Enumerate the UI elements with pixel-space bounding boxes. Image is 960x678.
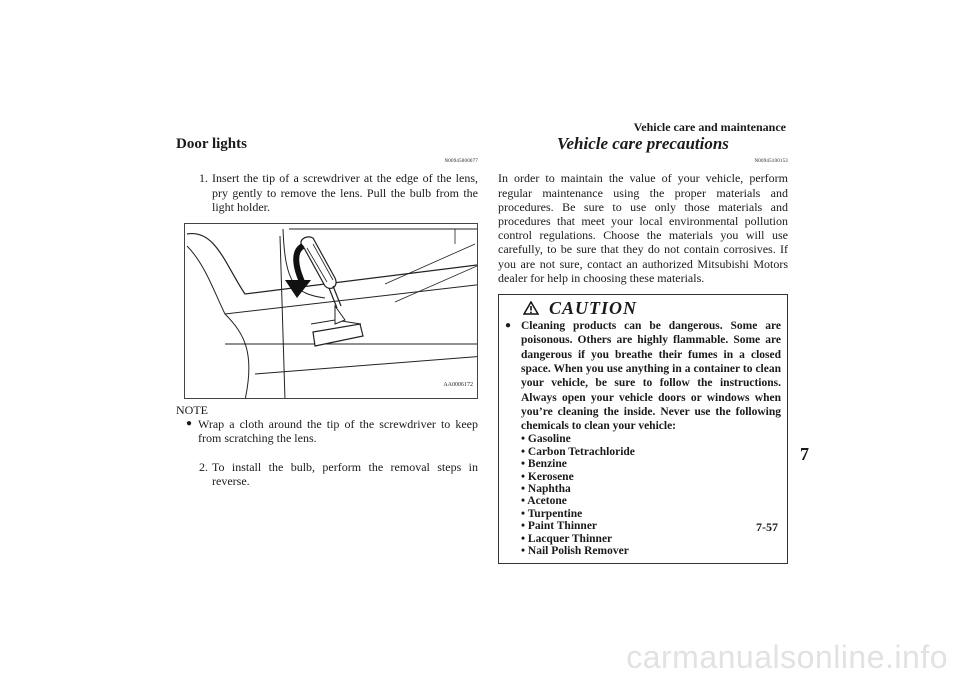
step-number: 1. bbox=[199, 171, 208, 186]
note-text: Wrap a cloth around the tip of the screwdriver to keep from scratching the lens. bbox=[198, 417, 478, 446]
note-bullet bbox=[176, 417, 478, 445]
screwdriver-lens-drawing bbox=[185, 224, 478, 399]
reference-code: N00945000077 bbox=[444, 159, 478, 165]
figure-label: AA0006172 bbox=[443, 381, 473, 388]
step-2 bbox=[176, 460, 478, 488]
page-number: 7-57 bbox=[756, 520, 778, 534]
list-item: • Naphtha bbox=[521, 483, 571, 496]
chemical-list bbox=[505, 433, 781, 557]
step-number: 2. bbox=[199, 459, 208, 474]
list-item: • Gasoline bbox=[521, 433, 571, 446]
warning-triangle-icon bbox=[523, 301, 539, 315]
bullet-icon: ● bbox=[186, 418, 193, 430]
running-header: Vehicle care and maintenance bbox=[633, 120, 786, 134]
bullet-icon: ● bbox=[505, 320, 512, 332]
caution-box bbox=[498, 294, 788, 564]
section-title-door-lights: Door lights bbox=[176, 136, 247, 152]
body-paragraph: In order to maintain the value of your vehicle, perform regular maintenance using the proper materials and procedures. Be sure to use only those materials and procedures that meet your local environmental pollution control regulations. Choose the materials you will use carefully, to be sure that they do not contain corrosives. If you are not sure, contact an authorized Mitsubishi Motors dealer for help in choosing these materials. bbox=[498, 171, 788, 285]
list-item: • Acetone bbox=[521, 495, 567, 508]
caution-title: CAUTION bbox=[549, 297, 638, 318]
reference-code: N00945100153 bbox=[754, 159, 788, 165]
list-item: • Carbon Tetrachloride bbox=[521, 445, 635, 458]
caution-text: Cleaning products can be dangerous. Some are poisonous. Others are highly flammable. Some are dangerous if you breathe their fumes in a closed space. When you use anything in a container to clean your vehicle, be sure to follow the instructions. Always open your vehicle doors or windows when you’re cleaning the inside. Never use the following chemicals to clean your vehicle: bbox=[521, 320, 781, 433]
vehicle-care-section bbox=[498, 134, 788, 564]
section-tab: 7 bbox=[800, 444, 809, 464]
list-item: • Lacquer Thinner bbox=[521, 532, 613, 545]
step-text: Insert the tip of a screwdriver at the edge of the lens, pry gently to remove the lens. Pull the bulb from the light holder. bbox=[212, 171, 478, 214]
note-label: NOTE bbox=[176, 403, 208, 418]
door-light-illustration bbox=[184, 223, 478, 399]
list-item: • Paint Thinner bbox=[521, 520, 598, 533]
caution-paragraph bbox=[505, 319, 781, 433]
section-title-vehicle-care: Vehicle care precautions bbox=[557, 134, 729, 153]
caution-header bbox=[523, 299, 781, 317]
list-item: • Kerosene bbox=[521, 470, 574, 483]
list-item: • Benzine bbox=[521, 458, 567, 471]
list-item: • Turpentine bbox=[521, 507, 583, 520]
door-lights-section bbox=[176, 137, 478, 488]
list-item: • Nail Polish Remover bbox=[521, 545, 629, 558]
watermark: carmanualsonline.info bbox=[626, 639, 948, 675]
step-text: To install the bulb, perform the removal steps in reverse. bbox=[212, 459, 478, 488]
step-1 bbox=[176, 171, 478, 214]
